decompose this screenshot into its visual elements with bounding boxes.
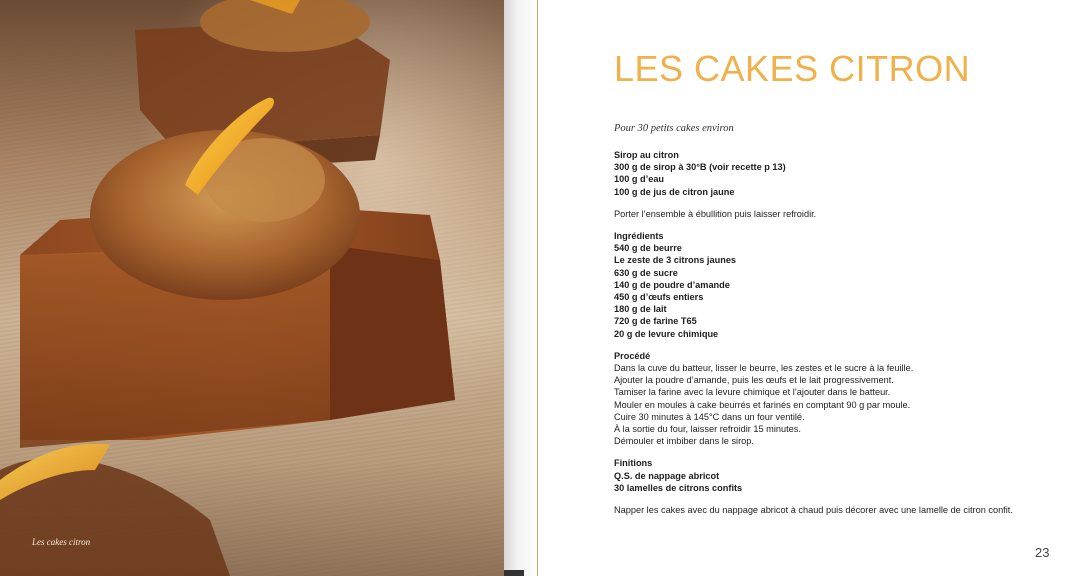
ingredient-line: 450 g d’œufs entiers	[614, 292, 704, 303]
procedure-step: Cuire 30 minutes à 145°C dans un four ventilé.	[614, 411, 805, 422]
procedure-step: Mouler en moules à cake beurrés et farinés en comptant 90 g par moule.	[614, 399, 911, 410]
instruction-text: Porter l’ensemble à ébullition puis laisser refroidir.	[614, 208, 817, 219]
ingredient-line: 630 g de sucre	[614, 267, 678, 278]
instruction-text: Napper les cakes avec du nappage abricot à chaud puis décorer avec une lamelle de citron confit.	[614, 505, 1013, 516]
ingredient-line: 100 g de jus de citron jaune	[614, 186, 735, 197]
ingredient-line: Q.S. de nappage abricot	[614, 470, 720, 481]
gutter-shadow	[504, 570, 524, 576]
photo-caption: Les cakes citron	[32, 537, 91, 547]
procedure-step: Démouler et imbiber dans le sirop.	[614, 436, 754, 447]
cake-photo	[0, 0, 504, 576]
ingredient-line: 300 g de sirop à 30°B (voir recette p 13)	[614, 162, 786, 173]
section-sirop	[614, 149, 1014, 198]
ingredient-line: 540 g de beurre	[614, 243, 682, 254]
ingredient-line: 30 lamelles de citrons confits	[614, 482, 743, 493]
page-number: 23	[1035, 545, 1050, 560]
procedure-step: Dans la cuve du batteur, lisser le beurre, les zestes et le sucre à la feuille.	[614, 363, 914, 374]
page-edge-line	[537, 0, 538, 576]
cake-illustration	[0, 0, 504, 576]
front-cake	[0, 444, 230, 576]
book-gutter	[504, 0, 538, 576]
section-heading: Ingrédients	[614, 231, 664, 242]
procedure-step: Ajouter la poudre d’amande, puis les œufs et le lait progressivement.	[614, 375, 894, 386]
ingredient-line: 20 g de levure chimique	[614, 328, 719, 339]
main-cake	[20, 98, 455, 448]
ingredient-line: 140 g de poudre d’amande	[614, 279, 730, 290]
section-heading: Finitions	[614, 458, 653, 469]
recipe-title: LES CAKES CITRON	[614, 48, 971, 89]
recipe-yield: Pour 30 petits cakes environ	[614, 123, 734, 134]
ingredient-line: 720 g de farine T65	[614, 316, 697, 327]
ingredient-line: Le zeste de 3 citrons jaunes	[614, 255, 737, 266]
section-ingredients	[614, 230, 1014, 340]
finitions-instruction	[614, 504, 1014, 516]
recipe-body	[614, 149, 1014, 526]
ingredient-line: 180 g de lait	[614, 304, 667, 315]
section-heading: Procédé	[614, 350, 651, 361]
ingredient-line: 100 g d’eau	[614, 174, 665, 185]
procedure-step: Tamiser la farine avec la levure chimique et l’ajouter dans le batteur.	[614, 387, 891, 398]
section-procede	[614, 350, 1014, 448]
sirop-instruction	[614, 208, 1014, 220]
section-heading: Sirop au citron	[614, 150, 679, 160]
section-finitions	[614, 457, 1014, 494]
procedure-step: À la sortie du four, laisser refroidir 15 minutes.	[614, 424, 801, 435]
